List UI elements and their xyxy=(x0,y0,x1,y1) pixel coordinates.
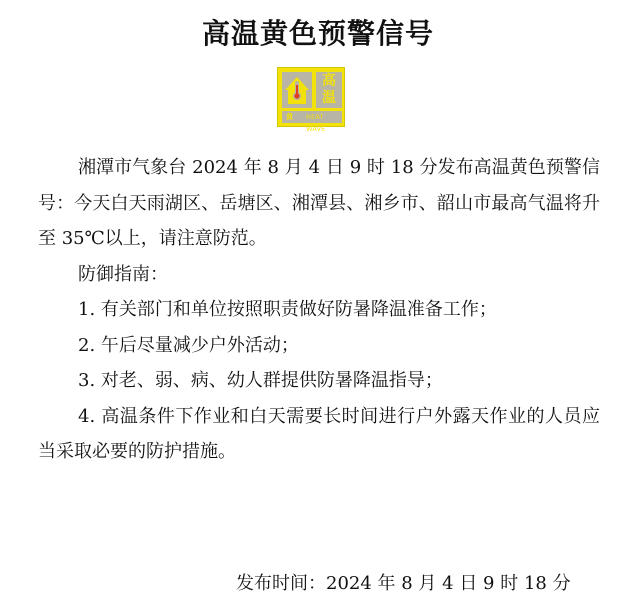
badge-kanji-top: 高 xyxy=(322,73,336,89)
guide-item-2: 2. 午后尽量减少户外活动； xyxy=(78,334,299,356)
guide-item-4: 4. 高温条件下作业和白天需要长时间进行户外露天作业的人员应当采取必要的防护措施。 xyxy=(38,405,600,462)
guide-item-3: 3. 对老、弱、病、幼人群提供防暑降温指导； xyxy=(78,370,443,391)
warning-paragraph: 湘潭市气象台 2024 年 8 月 4 日 9 时 18 分发布高温黄色预警信号：今天白天雨湖区、岳塘区、湘潭县、湘乡市、韶山市最高气温将升至 35℃以上，请注意防范。 xyxy=(38,157,600,249)
warning-body xyxy=(38,150,600,470)
thermometer-house-icon xyxy=(282,72,312,108)
badge-english-label: HEAT WAVE xyxy=(306,113,326,133)
badge-kanji xyxy=(316,72,342,108)
badge-kanji-bottom: 温 xyxy=(322,90,336,106)
publish-time: 发布时间：2024 年 8 月 4 日 9 时 18 分 xyxy=(236,573,571,594)
badge-label-strip xyxy=(282,111,342,133)
heat-warning-badge xyxy=(277,67,345,133)
guide-item-1: 1. 有关部门和单位按照职责做好防暑降温准备工作； xyxy=(78,299,497,320)
guide-heading: 防御指南： xyxy=(78,263,168,285)
badge-level-label: 黄 xyxy=(286,113,293,121)
page-title: 高温黄色预警信号 xyxy=(201,17,434,50)
